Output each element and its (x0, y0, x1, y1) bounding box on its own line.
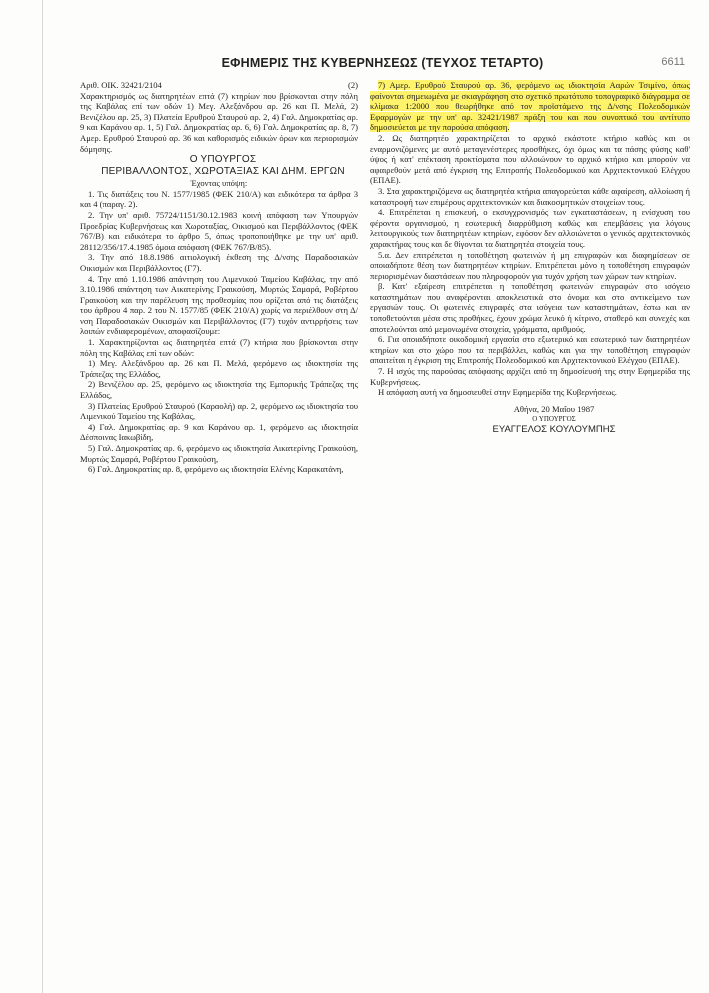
paragraph: 1. Χαρακτηρίζονται ως διατηρητέα επτά (7) κτήρια που βρίσκονται στην πόλη της Καβάλας επί των οδών: (80, 337, 358, 358)
paragraph: 2. Ως διατηρητέο χαρακτηρίζεται το αρχικό εκάστοτε κτήριο καθώς και οι εναρμονιζόμενες με αυτό μεταγενέστερες προσθήκες, όχι όμως και τα πάσης φύσης καθ' ύψος ή κατ' επέκταση προκτίσματα που αλλοιώνουν το αρχικό κτήριο και μπορούν να αφαιρεθούν μετά από έγκριση της Επιτροπής Πολεοδομικού και Αρχιτεκτονικού Ελέγχου (ΕΠΑΕ). (370, 132, 690, 186)
reference-number: Αριθ. ΟΙΚ. 32421/2104 (80, 80, 162, 90)
decision-reference (80, 80, 358, 91)
paragraph: 1. Τις διατάξεις του Ν. 1577/1985 (ΦΕΚ 210/Α) και ειδικότερα τα άρθρα 3 και 4 (παραγ. 2). (80, 188, 358, 210)
paragraph: 7. Η ισχύς της παρούσας απόφασης αρχίζει από τη δημοσίευσή της στην Εφημερίδα της Κυβερνήσεως. (370, 366, 690, 387)
paragraph: 3. Την από 18.8.1986 αιτιολογική έκθεση της Δ/νσης Παραδοσιακών Οικισμών και Περιβάλλοντος (Γ7). (80, 252, 358, 273)
ministry-heading: ΠΕΡΙΒΑΛΛΟΝΤΟΣ, ΧΩΡΟΤΑΞΙΑΣ ΚΑΙ ΔΗΜ. ΕΡΓΩΝ (101, 166, 345, 178)
signatory-name: ΕΥΑΓΓΕΛΟΣ ΚΟΥΛΟΥΜΠΗΣ (492, 424, 616, 435)
paragraph: 6. Για οποιαδήποτε οικοδομική εργασία στο εξωτερικό και εσωτερικό των διατηρητέων κτηρίων και στο χώρο που τα περιβάλλει, καθώς και για την τοποθέτηση επιγραφών απαιτείται η έγκριση της Επιτροπής Πολεοδομικού και Αρχιτεκτονικού Ελέγχου (ΕΠΑΕ). (370, 334, 690, 366)
paragraph: 5.α. Δεν επιτρέπεται η τοποθέτηση φωτεινών ή μη επιγραφών και διαφημίσεων σε οποιαδήποτε θέση των διατηρητέων κτηρίων. Επιτρέπεται μόνο η τοποθέτηση επιγραφών περιορισμένων διαστάσεων που πληροφορούν για τυχόν χρήση των χώρων των κτηρίων. (370, 249, 690, 281)
paragraph: 4. Την από 1.10.1986 απάντηση του Λιμενικού Ταμείου Καβάλας, την από 3.10.1986 απάντηση των Αικατερίνης Γραικούση, Μυρτώς Σαμαρά, Ροβέρτου Γραικούση και την παρέλευση της προθεσμίας που ορίζεται από τις διατάξεις του άρθρου 4 παρ. 2 του Ν. 1577/85 (ΦΕΚ 210/Α) χωρίς να περιέλθουν στη Δ/νση Παραδοσιακών Οικισμών και Περιβάλλοντος (Γ7) τυχόν αντιρρήσεις των λοιπών ενδιαφερομένων, αποφασίζουμε: (80, 273, 358, 337)
signature-block (370, 404, 690, 436)
list-item: 5) Γαλ. Δημοκρατίας αρ. 6, φερόμενο ως ιδιοκτησία Αικατερίνης Γραικούση, Μυρτώς Σαμαρά, Ροβέρτου Γραικούση, (80, 443, 358, 464)
signing-date: Αθήνα, 20 Μαΐου 1987 (513, 403, 595, 414)
page-header (80, 56, 685, 72)
paragraph: 3. Στα χαρακτηριζόμενα ως διατηρητέα κτήρια απαγορεύεται κάθε αφαίρεση, αλλοίωση ή καταστροφή των επιμέρους αρχιτεκτονικών και διακοσμητικών στοιχείων τους. (370, 185, 690, 207)
left-column (80, 80, 358, 475)
paragraph: β. Κατ' εξαίρεση επιτρέπεται η τοποθέτηση φωτεινών επιγραφών στο ισόγειο καταστημάτων που αναφέρονται αποκλειστικά στο όνομα και στο αντικείμενο των εργασιών τους. Οι φωτεινές επιγραφές στα ισόγεια των καταστημάτων, έστω και αν τοποθετούνται μέσα στις προθήκες, έχουν χρώμα λευκό ή κίτρινο, σταθερό και συνεχές και αποτελούνται από μεμονωμένα στοιχεία, γράμματα, αριθμούς. (370, 281, 690, 334)
minister-heading: Ο ΥΠΟΥΡΓΟΣ (189, 154, 257, 166)
having-considered: Έχοντας υπόψη: (190, 178, 248, 189)
right-column (370, 80, 690, 436)
list-item: 2) Βενιζέλου αρ. 25, φερόμενο ως ιδιοκτησία της Εμπορικής Τράπεζας της Ελλάδος, (80, 379, 358, 401)
list-item: 6) Γαλ. Δημοκρατίας αρ. 8, φερόμενο ως ιδιοκτησία Ελένης Καρακατάνη, (88, 464, 344, 475)
paragraph: Η απόφαση αυτή να δημοσιευθεί στην Εφημερίδα της Κυβερνήσεως. (378, 387, 617, 398)
gazette-title: ΕΦΗΜΕΡΙΣ ΤΗΣ ΚΥΒΕΡΝΗΣΕΩΣ (ΤΕΥΧΟΣ ΤΕΤΑΡΤΟ) (221, 56, 544, 70)
paragraph: 2. Την υπ' αριθ. 75724/1151/30.12.1983 κοινή απόφαση των Υπουργών Προεδρίας Κυβερνήσεως και Χωροταξίας, Οικισμού και Περιβάλλοντος (ΦΕΚ 767/Β) και ειδικότερα το άρθρο 5, όπως τροποποιήθηκε με την υπ' αριθ. 28112/356/17.4.1985 όμοια απόφαση (ΦΕΚ 767/Β/85). (80, 209, 358, 252)
paragraph: 4. Επιτρέπεται η επισκευή, ο εκσυγχρονισμός των εγκαταστάσεων, η ενίσχυση του φέροντα οργανισμού, η εσωτερική διαρρύθμιση καθώς και επεμβάσεις για λόγους λειτουργικούς των διατηρητέων κτηρίων, εφόσον δεν αλλοιώνεται ο γενικός αρχιτεκτονικός χαρακτήρας τους και δε θίγονται τα διατηρητέα στοιχεία τους. (370, 207, 690, 249)
page-number: 6611 (661, 56, 685, 68)
decision-summary: Χαρακτηρισμός ως διατηρητέων επτά (7) κτηρίων που βρίσκονται στην πόλη της Καβάλας επί των οδών 1) Μεγ. Αλεξάνδρου αρ. 26 και Π. Μελά, 2) Βενιζέλου αρ. 25, 3) Πλατεία Ερυθρού Σταυρού αρ. 2, 4) Γαλ. Δημοκρατίας αρ. 9 και Καράνου αρ. 1, 5) Γαλ. Δημοκρατίας αρ. 6, 6) Γαλ. Δημοκρατίας αρ. 8, 7) Αμερ. Ερυθρού Σταυρού αρ. 36 και καθορισμός ειδικών όρων και περιορισμών δόμησης. (80, 90, 358, 154)
list-item: 3) Πλατείας Ερυθρού Σταυρού (Καραολή) αρ. 2, φερόμενο ως ιδιοκτησία του Λιμενικού Ταμείου της Καβάλας, (80, 400, 358, 422)
list-item: 1) Μεγ. Αλεξάνδρου αρ. 26 και Π. Μελά, φερόμενο ως ιδιοκτησία της Τράπεζας της Ελλάδος, (80, 358, 358, 379)
reference-index: (2) (347, 80, 358, 90)
highlighted-paragraph (370, 80, 690, 133)
scan-edge (0, 0, 43, 993)
signatory-role: Ο ΥΠΟΥΡΓΟΣ (532, 415, 576, 424)
highlight-mark: 7) Αμερ. Ερυθρού Σταυρού αρ. 36, φερόμενο ως ιδιοκτησία Ααρών Τσιμίνο, όπως φαίνονται σημειωμένα με σκιαγράφηση στο σχετικό πρωτότυπο τοπογραφικό διάγραμμα σε κλίμακα 1:2000 που θεωρήθηκε από τον προϊστάμενο της Δ/νσης Πολεοδομικών Εφαρμογών με την υπ' αρ. 32421/1987 πράξη του και που συνοπτικό του αντίτυπο δημοσιεύεται με την παρούσα απόφαση. (370, 80, 690, 133)
list-item: 4) Γαλ. Δημοκρατίας αρ. 9 και Καράνου αρ. 1, φερόμενο ως ιδιοκτησία Δέσποινας Ιακωβίδη, (80, 421, 358, 443)
